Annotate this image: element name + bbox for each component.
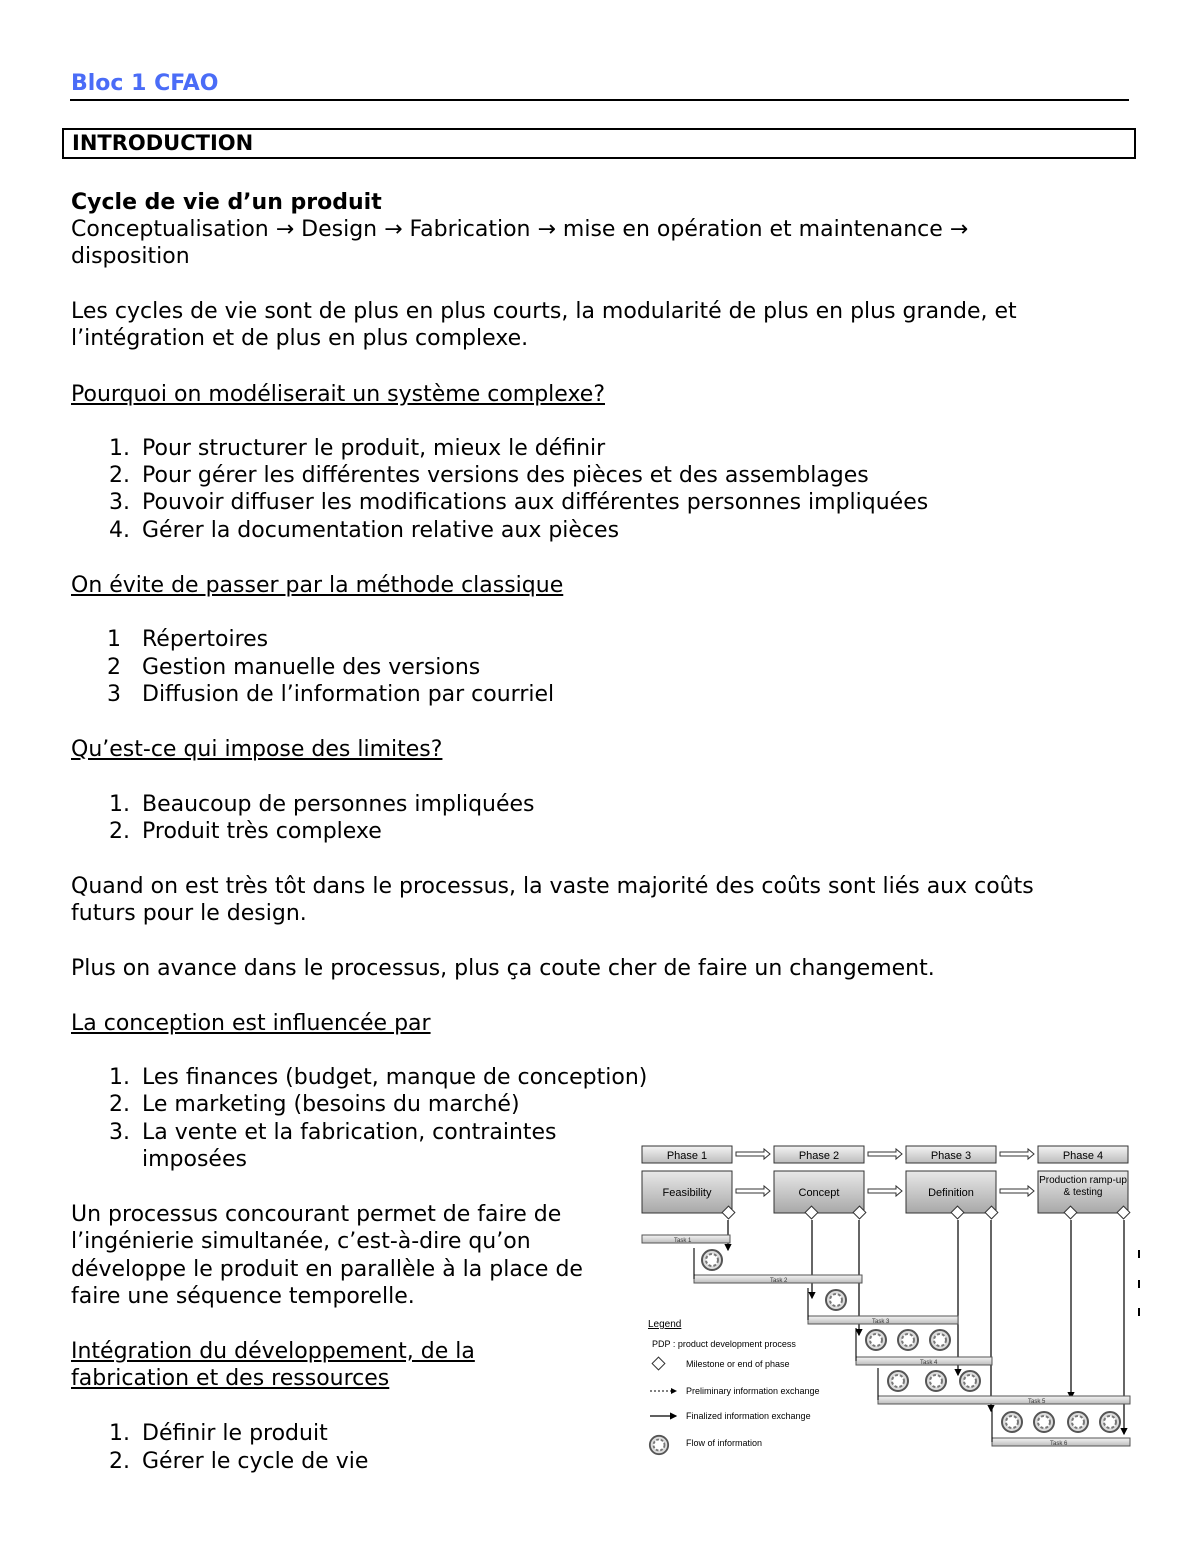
section-heading: INTRODUCTION xyxy=(72,131,254,155)
list-item: Gérer la documentation relative aux pièces xyxy=(142,518,620,543)
limits-heading: Qu’est-ce qui impose des limites? xyxy=(71,737,443,762)
list-item: Les finances (budget, manque de conception) xyxy=(142,1065,648,1090)
para2-line-2: futurs pour le design. xyxy=(71,901,307,926)
stage-label: Production ramp-up & testing xyxy=(1039,1175,1127,1198)
list-number: 2. xyxy=(109,1449,130,1474)
list-item: Répertoires xyxy=(142,627,269,652)
list-item: Diffusion de l’information par courriel xyxy=(142,682,555,707)
cycle-line-2: disposition xyxy=(71,244,190,269)
list-number: 3. xyxy=(109,490,130,515)
legend-item: PDP : product development process xyxy=(652,1339,796,1349)
concurrent-line-4: faire une séquence temporelle. xyxy=(71,1284,415,1309)
list-item: Définir le produit xyxy=(142,1421,328,1446)
list-number: 3 xyxy=(107,682,121,707)
legend-item: Milestone or end of phase xyxy=(686,1359,790,1369)
list-item: La vente et la fabrication, contraintes xyxy=(142,1120,557,1145)
list-item: Beaucoup de personnes impliquées xyxy=(142,792,535,817)
task-label: Task 6 xyxy=(1050,1441,1068,1447)
phase-label: Phase 3 xyxy=(930,1150,972,1162)
flow-icon xyxy=(650,1436,668,1454)
task-label: Task 5 xyxy=(1028,1399,1046,1405)
concurrent-line-2: l’ingénierie simultanée, c’est-à-dire qu’on xyxy=(71,1229,531,1254)
para3: Plus on avance dans le processus, plus ça coute cher de faire un changement. xyxy=(71,956,935,981)
task-label: Task 2 xyxy=(770,1278,788,1284)
phase-label: Phase 4 xyxy=(1062,1150,1104,1162)
section-box xyxy=(62,128,1136,159)
why-heading: Pourquoi on modéliserait un système complexe? xyxy=(71,382,605,407)
concurrent-line-3: développe le produit en parallèle à la place de xyxy=(71,1257,583,1282)
list-item: Gérer le cycle de vie xyxy=(142,1449,369,1474)
stage-label: Feasibility xyxy=(662,1187,712,1199)
stage-label: Concept xyxy=(798,1187,840,1199)
list-item-continuation: imposées xyxy=(142,1147,247,1172)
milestone-icon xyxy=(652,1357,665,1370)
task-label: Task 1 xyxy=(674,1238,692,1244)
list-number: 1 xyxy=(107,627,121,652)
phase-label: Phase 2 xyxy=(798,1150,840,1162)
list-item: Pouvoir diffuser les modifications aux différentes personnes impliquées xyxy=(142,490,929,515)
concurrent-line-1: Un processus concourant permet de faire de xyxy=(71,1202,562,1227)
title-underline xyxy=(70,99,1129,101)
list-item: Pour gérer les différentes versions des pièces et des assemblages xyxy=(142,463,869,488)
para1-line-1: Les cycles de vie sont de plus en plus courts, la modularité de plus en plus grande, et xyxy=(71,299,1017,324)
integration-heading-2: fabrication et des ressources xyxy=(71,1366,390,1391)
legend-item: Preliminary information exchange xyxy=(686,1386,820,1396)
list-number: 2. xyxy=(109,819,130,844)
task-label: Task 3 xyxy=(872,1319,890,1325)
list-number: 1. xyxy=(109,792,130,817)
para2-line-1: Quand on est très tôt dans le processus, la vaste majorité des coûts sont liés aux coûts xyxy=(71,874,1034,899)
cycle-title: Cycle de vie d’un produit xyxy=(71,190,382,215)
list-number: 4. xyxy=(109,518,130,543)
stage-label: Definition xyxy=(928,1187,974,1199)
legend-title: Legend xyxy=(648,1319,682,1330)
legend-item: Flow of information xyxy=(686,1438,763,1448)
list-number: 1. xyxy=(109,436,130,461)
concurrent-process-diagram xyxy=(636,1138,1140,1474)
para1-line-2: l’intégration et de plus en plus complexe. xyxy=(71,326,529,351)
task-label: Task 4 xyxy=(920,1360,938,1366)
integration-heading-1: Intégration du développement, de la xyxy=(71,1339,475,1364)
list-item: Le marketing (besoins du marché) xyxy=(142,1092,520,1117)
document-title: Bloc 1 CFAO xyxy=(71,71,219,96)
list-number: 2. xyxy=(109,1092,130,1117)
list-item: Pour structurer le produit, mieux le définir xyxy=(142,436,606,461)
list-number: 3. xyxy=(109,1120,130,1145)
phase-label: Phase 1 xyxy=(666,1150,708,1162)
list-number: 2 xyxy=(107,655,121,680)
influence-heading: La conception est influencée par xyxy=(71,1011,431,1036)
cycle-line-1: Conceptualisation → Design → Fabrication → mise en opération et maintenance → xyxy=(71,217,969,242)
list-number: 1. xyxy=(109,1421,130,1446)
classic-heading: On évite de passer par la méthode classique xyxy=(71,573,564,598)
list-number: 1. xyxy=(109,1065,130,1090)
legend-item: Finalized information exchange xyxy=(686,1411,811,1421)
list-item: Gestion manuelle des versions xyxy=(142,655,481,680)
list-number: 2. xyxy=(109,463,130,488)
list-item: Produit très complexe xyxy=(142,819,382,844)
diagram-legend xyxy=(648,1319,820,1454)
